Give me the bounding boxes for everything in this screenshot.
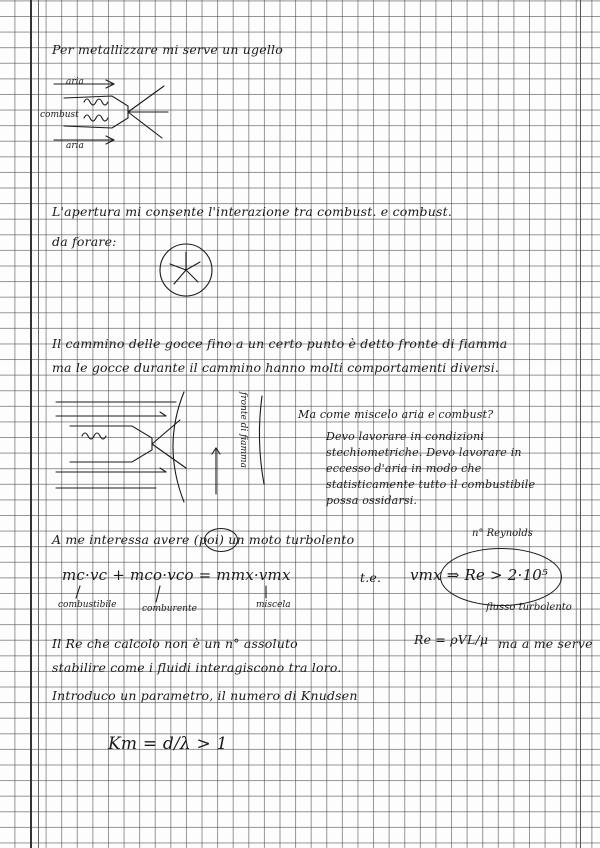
- label-combustibile: combustibile: [58, 600, 117, 610]
- equation-pointer-marks: [60, 584, 310, 604]
- reynolds-note: n° Reynolds: [472, 528, 533, 539]
- right-margin-line: [580, 0, 583, 848]
- text-line-2: L'apertura mi consente l'interazione tra combust. e combust.: [52, 204, 453, 219]
- text-line-3: da forare:: [52, 234, 117, 249]
- flame-front-sketch: [56, 390, 292, 510]
- flame-front-vertical-label: fronte di fiamma: [238, 392, 248, 468]
- label-miscela: miscela: [256, 600, 291, 610]
- reynolds-circle: [440, 548, 562, 606]
- text-line-6: A me interessa avere (poi) un moto turbolento: [52, 532, 355, 547]
- circled-poi: [204, 528, 238, 552]
- text-line-1: Per metallizzare mi serve un ugello: [52, 42, 283, 57]
- sketch1-label-top: aria: [66, 77, 84, 87]
- label-flusso-turbolento: flusso turbolento: [486, 602, 572, 613]
- text-line-4: Il cammino delle gocce fino a un certo punto è detto fronte di fiamma: [52, 336, 508, 351]
- knudsen-formula: Km = d/λ > 1: [108, 734, 228, 754]
- text-line-5: ma le gocce durante il cammino hanno molti comportamenti diversi.: [52, 360, 500, 375]
- reynolds-condition: vmx ⇒ Re > 2·10⁵: [410, 566, 549, 584]
- text-line-7: Il Re che calcolo non è un n° assoluto: [52, 636, 298, 651]
- equation-te: t.e.: [360, 570, 382, 585]
- sketch1-label-bottom: aria: [66, 141, 84, 151]
- reynolds-formula: Re = ρVL/μ: [414, 632, 489, 647]
- text-line-8: stabilire come i fluidi interagiscono tra loro.: [52, 660, 342, 675]
- orifice-sketch: [156, 240, 216, 300]
- answer-line-5: possa ossidarsi.: [326, 494, 418, 507]
- text-line-7b: ma a me serve: [498, 636, 593, 651]
- label-comburente: comburente: [142, 604, 197, 614]
- answer-line-4: statisticamente tutto il combustibile: [326, 478, 536, 491]
- answer-line-1: Devo lavorare in condizioni: [326, 430, 485, 443]
- left-margin-line: [30, 0, 39, 848]
- answer-line-2: stechiometriche. Devo lavorare in: [326, 446, 522, 459]
- text-line-9: Introduco un parametro, il numero di Knudsen: [52, 688, 358, 703]
- sketch1-label-mid: combust: [40, 110, 79, 120]
- answer-line-3: eccesso d'aria in modo che: [326, 462, 482, 475]
- question-miscela: Ma come miscelo aria e combust?: [298, 408, 494, 421]
- momentum-equation: mc·vc + mco·vco = mmx·vmx: [62, 566, 291, 584]
